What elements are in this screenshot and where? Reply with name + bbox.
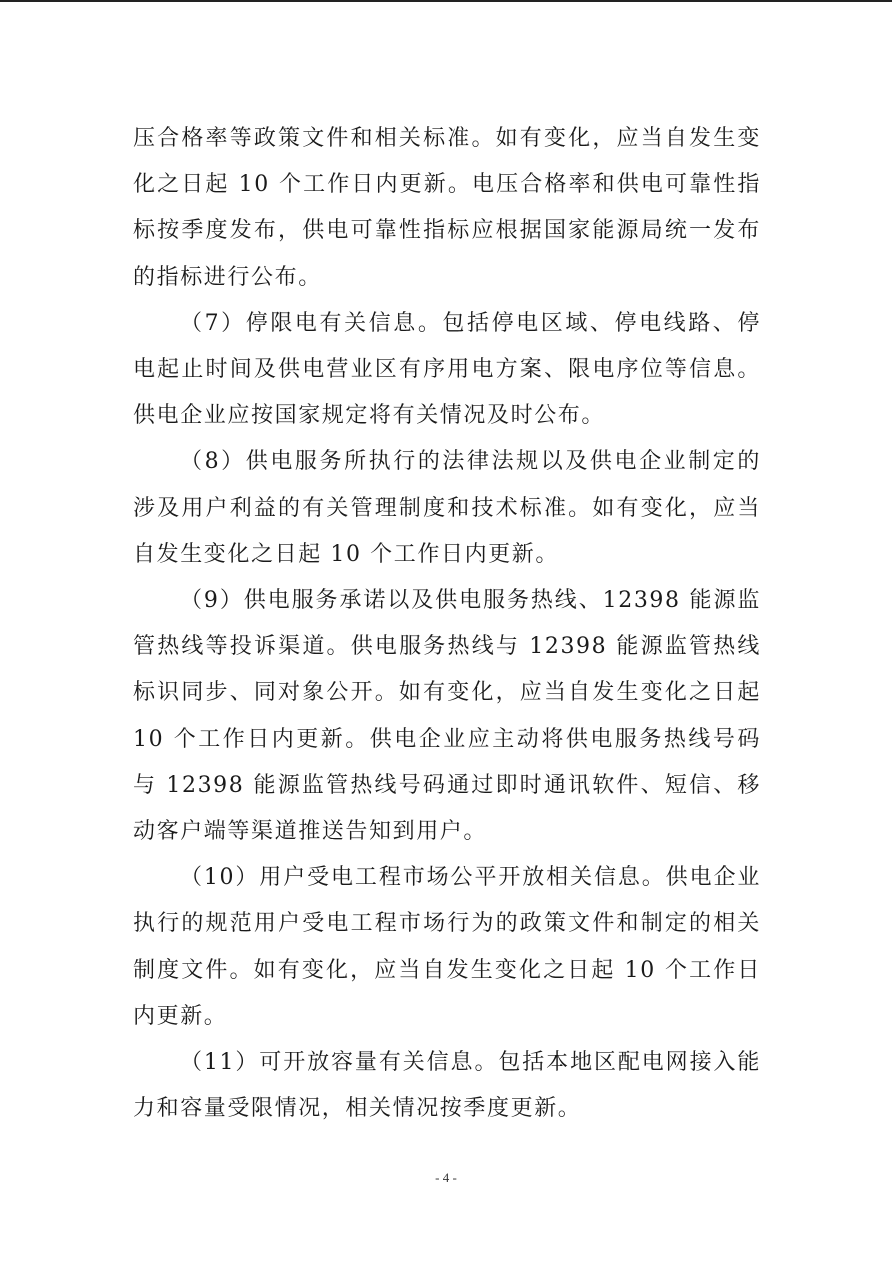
paragraph-item-9-service-hotline: （9）供电服务承诺以及供电服务热线、12398 能源监管热线等投诉渠道。供电服务热线与 12398 能源监管热线标识同步、同对象公开。如有变化，应当自发生变化之日起 10 个工作日内更新。供电企业应主动将供电服务热线号码与 12398 能源监管热线号码通过即时通讯软件、短信、移动客户端等渠道推送告知到用户。 — [133, 588, 761, 845]
paragraph-item-8-regulations: （8）供电服务所执行的法律法规以及供电企业制定的涉及用户利益的有关管理制度和技术标准。如有变化，应当自发生变化之日起 10 个工作日内更新。 — [133, 449, 761, 567]
paragraph-item-11-capacity-info: （11）可开放容量有关信息。包括本地区配电网接入能力和容量受限情况，相关情况按季度更新。 — [133, 1050, 761, 1122]
paragraph-item-10-market-access: （10）用户受电工程市场公平开放相关信息。供电企业执行的规范用户受电工程市场行为的政策文件和制定的相关制度文件。如有变化，应当自发生变化之日起 10 个工作日内更新。 — [133, 865, 761, 1029]
page-top-border — [0, 0, 892, 2]
page-number: - 4 - — [435, 1170, 457, 1185]
document-body — [133, 116, 761, 1132]
paragraph-voltage-standards: 压合格率等政策文件和相关标准。如有变化，应当自发生变化之日起 10 个工作日内更新。电压合格率和供电可靠性指标按季度发布，供电可靠性指标应根据国家能源局统一发布的指标进行公布。 — [133, 126, 761, 290]
paragraph-item-7-outage-info: （7）停限电有关信息。包括停电区域、停电线路、停电起止时间及供电营业区有序用电方案、限电序位等信息。供电企业应按国家规定将有关情况及时公布。 — [133, 310, 761, 429]
